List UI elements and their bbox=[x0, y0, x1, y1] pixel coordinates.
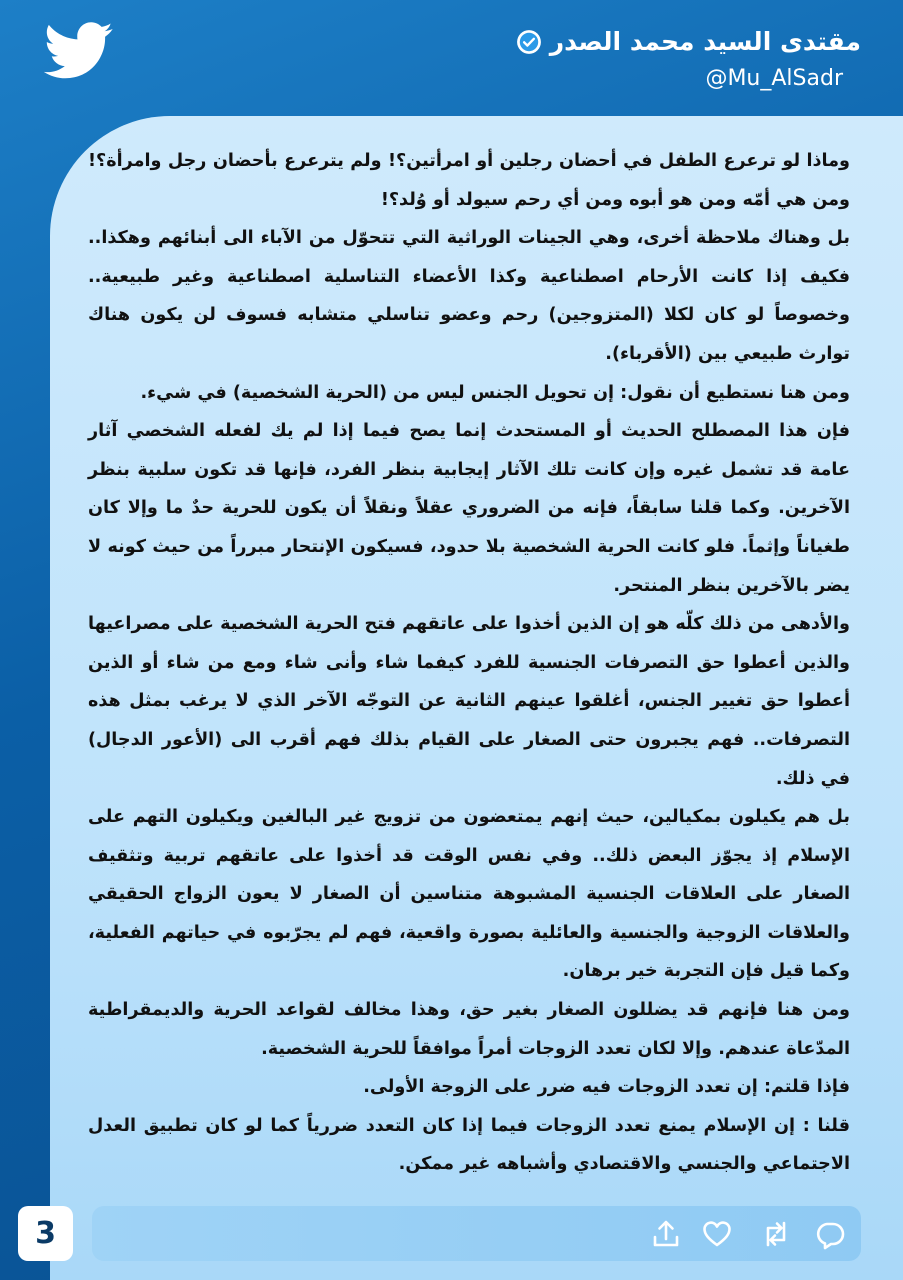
heart-icon bbox=[701, 1218, 733, 1250]
display-name[interactable] bbox=[516, 26, 861, 58]
tweet-action-bar bbox=[92, 1206, 861, 1261]
user-handle[interactable]: @Mu_AlSadr bbox=[705, 66, 843, 91]
paragraph: والأدهى من ذلك كلّه هو إن الذين أخذوا على عاتقهم فتح الحرية الشخصية على مصراعيها والذين أعطوا حق التصرفات الجنسية للفرد كيفما شاء وأنى شاء ومع من شاء أو الذين أعطوا حق تغيير الجنس، أغلقوا عينهم الثانية عن التوجّه الآخر الذي لا يرغب بمثل هذه التصرفات.. فهم يجبرون حتى الصغار على القيام بذلك فهم أقرب الى (الأعور الدجال) في ذلك. bbox=[88, 614, 850, 789]
paragraph: ومن هنا نستطيع أن نقول: إن تحويل الجنس ليس من (الحرية الشخصية) في شيء. bbox=[140, 382, 850, 403]
tweet-header bbox=[0, 0, 903, 120]
paragraph: بل وهناك ملاحظة أخرى، وهي الجينات الوراثية التي تتحوّل من الآباء الى أبنائهم وهكذا.. فكيف إذا كانت الأرحام اصطناعية وكذا الأعضاء التناسلية اصطناعية وغير طبيعية.. وخصوصاً لو كان لكلا (المتزوجين) رحم وعضو تناسلي متشابه فسوف لن يكون هناك توارث طبيعي بين (الأقرباء). bbox=[88, 228, 850, 364]
paragraph: وماذا لو ترعرع الطفل في أحضان رجلين أو امرأتين؟! ولم يترعرع بأحضان رجل وامرأة؟! ومن هي أمّه ومن هو أبوه ومن أي رحم سيولد أو وُلد؟! bbox=[88, 151, 850, 210]
share-icon bbox=[650, 1218, 682, 1250]
page-number: 3 bbox=[18, 1206, 73, 1261]
tweet-body bbox=[88, 142, 850, 1184]
share-button[interactable] bbox=[650, 1218, 682, 1250]
reply-button[interactable] bbox=[814, 1218, 846, 1250]
retweet-button[interactable] bbox=[760, 1218, 792, 1250]
verified-badge-icon bbox=[516, 29, 542, 55]
paragraph: قلنا : إن الإسلام يمنع تعدد الزوجات فيما إذا كان التعدد ضررياً كما لو كان تطبيق العدل الاجتماعي والجنسي والاقتصادي وأشباهه غير ممكن. bbox=[88, 1115, 850, 1175]
paragraph: بل هم يكيلون بمكيالين، حيث إنهم يمتعضون من تزويج غير البالغين ويكيلون التهم على الإسلام إذ يجوّز البعض ذلك.. وفي نفس الوقت قد أخذوا على عاتقهم تربية وتثقيف الصغار على العلاقات الجنسية المشبوهة متناسين أن الصغار لا يعون الزواج الحقيقي والعلاقات الزوجية والجنسية والعائلية بصورة واقعية، فهم لم يجرّبوه في حياتهم الفعلية، وكما قيل فإن التجربة خير برهان. bbox=[88, 807, 850, 982]
like-button[interactable] bbox=[701, 1218, 733, 1250]
reply-icon bbox=[814, 1218, 846, 1250]
paragraph: فإن هذا المصطلح الحديث أو المستحدث إنما يصح فيما إذا لم يك لفعله الشخصي آثار عامة قد تشمل غيره وإن كانت تلك الآثار إيجابية بنظر الفرد، فإنها قد تكون سلبية بنظر الآخرين. وكما قلنا سابقاً، فإنه من الضروري عقلاً ونقلاً أن يكون للحرية حدٌ ما وإلا كان طغياناً وإثماً. فلو كانت الحرية الشخصية بلا حدود، فسيكون الإنتحار مبرراً من حيث كونه لا يضر بالآخرين بنظر المنتحر. bbox=[88, 421, 850, 596]
paragraph: ومن هنا فإنهم قد يضللون الصغار بغير حق، وهذا مخالف لقواعد الحرية والديمقراطية المدّعاة عندهم. وإلا لكان تعدد الزوجات أمراً موافقاً للحرية الشخصية. bbox=[88, 1000, 850, 1059]
retweet-icon bbox=[760, 1218, 792, 1250]
twitter-bird-icon bbox=[44, 22, 114, 80]
paragraph: فإذا قلتم: إن تعدد الزوجات فيه ضرر على الزوجة الأولى. bbox=[363, 1077, 850, 1098]
display-name-text: مقتدى السيد محمد الصدر bbox=[549, 27, 861, 56]
